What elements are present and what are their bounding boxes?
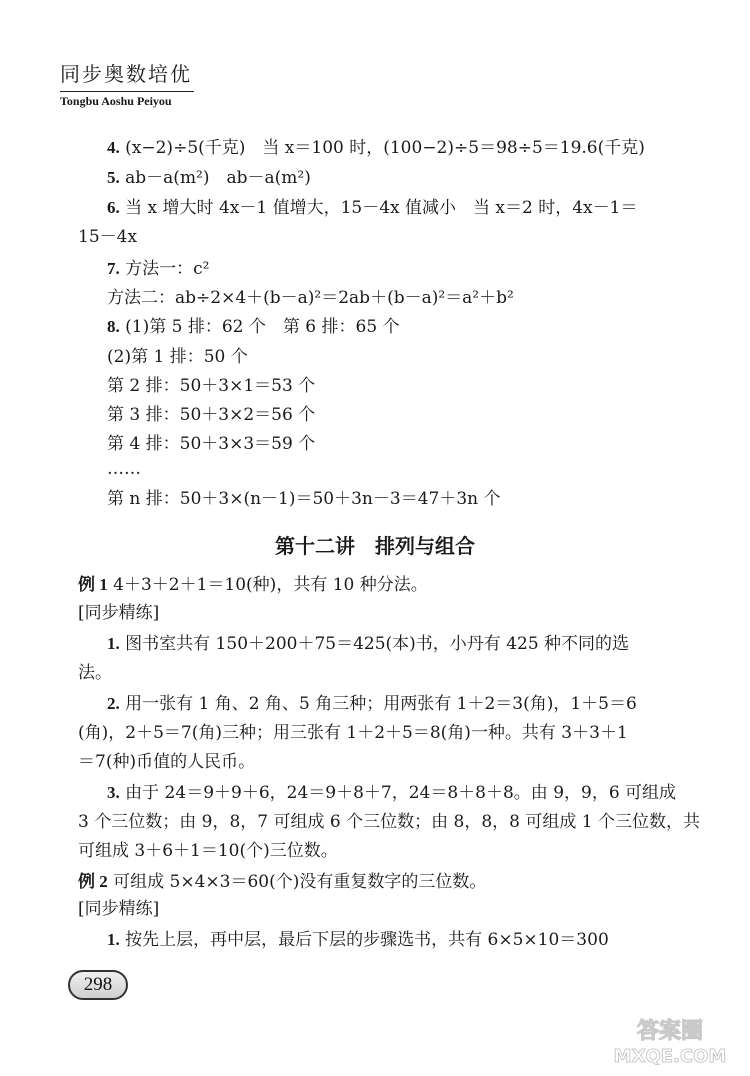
answer-8-line: (2)第 1 排：50 个 bbox=[107, 347, 248, 367]
answer-8 bbox=[107, 316, 400, 338]
answer-8-line: 第 n 排：50＋3×(n－1)＝50＋3n－3＝47＋3n 个 bbox=[107, 489, 501, 509]
question-number: 2. bbox=[107, 694, 120, 713]
answer-8-line: 第 3 排：50＋3×2＝56 个 bbox=[107, 405, 316, 425]
answer-text: ab－a(m²) ab－a(m²) bbox=[125, 168, 311, 188]
question-text: 图书室共有 150＋200＋75＝425(本)书，小丹有 425 种不同的选 bbox=[125, 634, 630, 654]
answer-8-line: …… bbox=[107, 459, 141, 479]
answer-number: 6. bbox=[107, 198, 120, 217]
example-text: 4＋3＋2＋1＝10(种)，共有 10 种分法。 bbox=[113, 575, 428, 595]
example-1 bbox=[78, 574, 428, 596]
answer-number: 8. bbox=[107, 317, 120, 336]
answer-number: 7. bbox=[107, 259, 120, 278]
practice-1-q2-continued: ＝7(种)币值的人民币。 bbox=[78, 752, 256, 772]
svg-text:MXQE.COM: MXQE.COM bbox=[613, 1046, 727, 1067]
question-text: 按先上层，再中层，最后下层的步骤选书，共有 6×5×10＝300 bbox=[125, 930, 609, 950]
page-number: 298 bbox=[68, 970, 128, 1000]
practice-heading: [同步精练] bbox=[78, 899, 160, 919]
practice-2-q1 bbox=[107, 929, 609, 951]
answer-6 bbox=[107, 197, 637, 219]
watermark-logo bbox=[600, 1012, 740, 1068]
answer-8-line: 第 2 排：50＋3×1＝53 个 bbox=[107, 376, 316, 396]
answer-6-continued: 15－4x bbox=[78, 227, 138, 247]
svg-text:答案圈: 答案圈 bbox=[636, 1019, 704, 1044]
example-text: 可组成 5×4×3＝60(个)没有重复数字的三位数。 bbox=[113, 872, 487, 892]
practice-1-q3-continued: 3 个三位数；由 9，8，7 可组成 6 个三位数；由 8，8，8 可组成 1 个三位数，共 bbox=[78, 812, 700, 832]
practice-1-q1-continued: 法。 bbox=[78, 663, 112, 683]
answer-5 bbox=[107, 167, 311, 189]
answer-text: 方法一：c² bbox=[125, 259, 210, 279]
book-subtitle: Tongbu Aoshu Peiyou bbox=[60, 94, 172, 108]
answer-number: 4. bbox=[107, 138, 120, 157]
header-rule bbox=[60, 91, 194, 92]
answer-7 bbox=[107, 258, 210, 280]
answer-text: (x−2)÷5(千克) 当 x＝100 时，(100−2)÷5＝98÷5＝19.6(千克) bbox=[125, 138, 645, 158]
question-text: 由于 24＝9＋9＋6，24＝9＋8＋7，24＝8＋8＋8。由 9，9，6 可组成 bbox=[125, 783, 677, 803]
question-text: 用一张有 1 角、2 角、5 角三种；用两张有 1＋2＝3(角)，1＋5＝6 bbox=[125, 694, 637, 714]
practice-heading: [同步精练] bbox=[78, 603, 160, 623]
example-label: 例 1 bbox=[78, 575, 108, 594]
book-title: 同步奥数培优 bbox=[60, 62, 192, 86]
example-2 bbox=[78, 871, 486, 893]
question-number: 1. bbox=[107, 930, 120, 949]
answer-8-line: 第 4 排：50＋3×3＝59 个 bbox=[107, 434, 316, 454]
answer-4 bbox=[107, 137, 645, 159]
question-number: 1. bbox=[107, 634, 120, 653]
answer-number: 5. bbox=[107, 168, 120, 187]
answer-7-method-2: 方法二：ab÷2×4＋(b－a)²＝2ab＋(b－a)²＝a²＋b² bbox=[107, 288, 514, 308]
question-number: 3. bbox=[107, 783, 120, 802]
example-label: 例 2 bbox=[78, 872, 108, 891]
practice-1-q3-continued: 可组成 3＋6＋1＝10(个)三位数。 bbox=[78, 841, 338, 861]
practice-1-q2-continued: (角)，2＋5＝7(角)三种；用三张有 1＋2＋5＝8(角)一种。共有 3＋3＋1 bbox=[78, 723, 628, 743]
section-title: 第十二讲 排列与组合 bbox=[275, 534, 475, 558]
practice-1-q1 bbox=[107, 633, 629, 655]
answer-text: 当 x 增大时 4x－1 值增大，15－4x 值减小 当 x＝2 时，4x－1＝ bbox=[125, 198, 638, 218]
practice-1-q2 bbox=[107, 693, 637, 715]
practice-1-q3 bbox=[107, 782, 676, 804]
answer-text: (1)第 5 排：62 个 第 6 排：65 个 bbox=[125, 317, 400, 337]
running-header bbox=[60, 58, 194, 109]
